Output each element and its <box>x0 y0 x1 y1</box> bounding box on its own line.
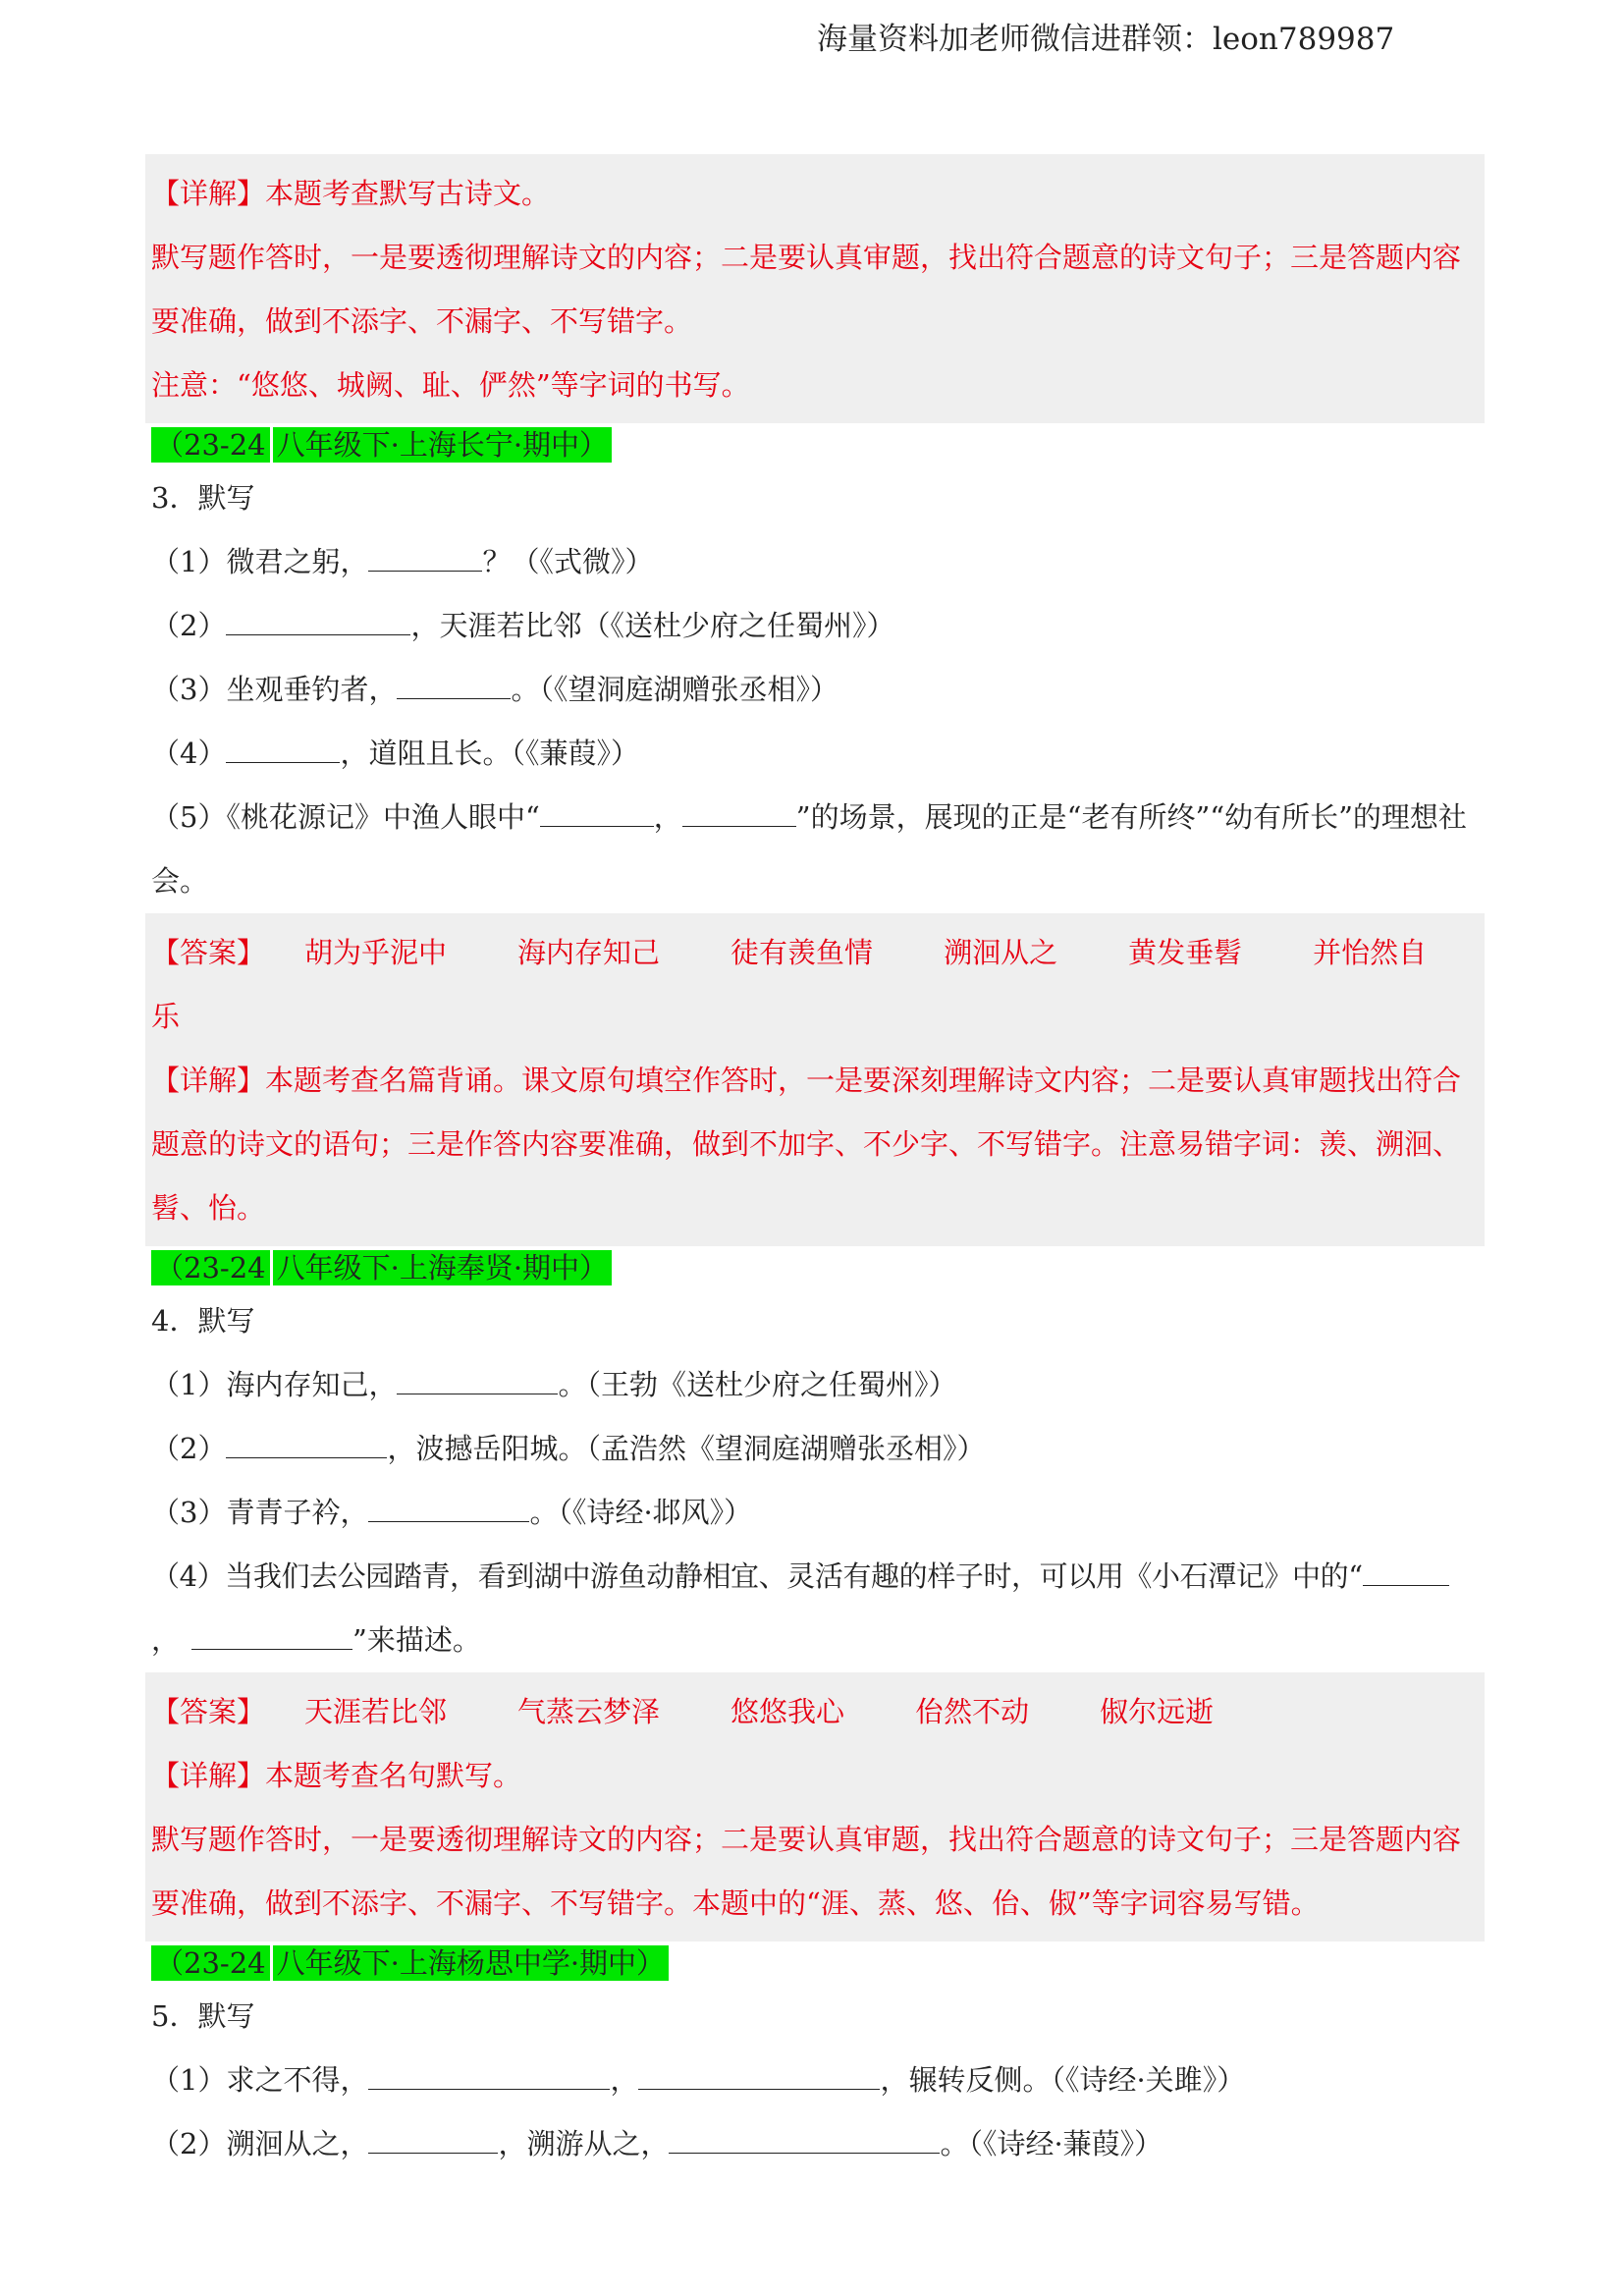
answer-blank <box>682 825 796 827</box>
source-label-q5 <box>151 1943 1485 1983</box>
question-item: （4）当我们去公园踏青，看到湖中游鱼动静相宜、灵活有趣的样子时，可以用《小石潭记》中的“ <box>151 1545 1485 1609</box>
document-page <box>145 154 1485 2176</box>
detail-tag: 【详解】 <box>151 1759 266 1792</box>
detail-tag: 【详解】 <box>151 1064 266 1097</box>
question-item: （1）海内存知己， 。（王勃《送杜少府之任蜀州》） <box>151 1368 957 1401</box>
detail-paragraph: 要准确，做到不添字、不漏字、不写错字。 <box>151 304 693 338</box>
source-year: （23-24 <box>151 1250 270 1285</box>
detail-paragraph: 注意：“悠悠、城阙、耻、俨然”等字词的书写。 <box>151 368 750 402</box>
source-year: （23-24 <box>151 1945 270 1981</box>
question-item-continuation: 会。 <box>151 864 209 898</box>
answer-tag: 【答案】 <box>151 936 266 969</box>
detail-heading <box>151 162 1479 226</box>
detail-heading: 【详解】本题考查名句默写。 <box>151 1759 522 1792</box>
answer-blank <box>226 633 410 635</box>
detail-paragraph: 默写题作答时，一是要透彻理解诗文的内容；二是要认真审题，找出符合题意的诗文句子；三是答题内容 <box>151 1823 1462 1856</box>
answer-item: 胡为乎泥中 <box>304 936 448 969</box>
answer-blank <box>226 761 340 763</box>
answer-blank <box>397 697 511 699</box>
source-label-q4 <box>151 1248 1485 1287</box>
answer-blank <box>191 1648 352 1650</box>
answer-block-q3 <box>145 913 1485 1246</box>
answer-item: 俶尔远逝 <box>1100 1695 1215 1728</box>
answer-blank <box>638 2088 880 2090</box>
answer-continuation: 乐 <box>151 1000 181 1033</box>
question-item: （5）《桃花源记》中渔人眼中“ ， ”的场景，展现的正是“老有所终”“幼有所长”的理想社 <box>151 800 1467 834</box>
answer-row <box>151 1680 1479 1744</box>
answer-block-q4 <box>145 1672 1485 1941</box>
answer-row <box>151 921 1479 985</box>
detail-paragraph: 髫、怡。 <box>151 1191 266 1225</box>
question-item: （2） ，天涯若比邻（《送杜少府之任蜀州》） <box>151 609 895 642</box>
answer-item: 徒有羡鱼情 <box>730 936 874 969</box>
question-item: （2）溯洄从之， ，溯游从之， 。（《诗经·蒹葭》） <box>151 2127 1163 2160</box>
detail-paragraph: 题意的诗文的语句；三是作答内容要准确，做到不加字、不少字、不写错字。注意易错字词：羡、溯洄、 <box>151 1127 1462 1161</box>
question-title: 4．默写 <box>151 1304 255 1338</box>
answer-item: 海内存知己 <box>517 936 661 969</box>
answer-blank <box>540 825 654 827</box>
answer-item: 黄发垂髫 <box>1128 936 1243 969</box>
detail-paragraph: 默写题作答时，一是要透彻理解诗文的内容；二是要认真审题，找出符合题意的诗文句子；三是答题内容 <box>151 241 1462 274</box>
question-item: （1）微君之躬， ？（《式微》） <box>151 545 654 578</box>
answer-blank <box>368 2088 610 2090</box>
question-item: （3）青青子衿， 。（《诗经·邶风》） <box>151 1496 753 1529</box>
source-exam: 八年级下·上海长宁·期中） <box>273 427 612 463</box>
answer-item: 天涯若比邻 <box>304 1695 448 1728</box>
answer-item: 溯洄从之 <box>944 936 1058 969</box>
answer-blank <box>368 2152 498 2154</box>
answer-blank <box>368 1520 529 1522</box>
question-item: （4） ，道阻且长。（《蒹葭》） <box>151 737 639 770</box>
answer-blank <box>669 2152 940 2154</box>
source-label-q3 <box>151 425 1485 465</box>
answer-item: 佁然不动 <box>915 1695 1030 1728</box>
answer-blank <box>1363 1584 1449 1586</box>
header-watermark-note: 海量资料加老师微信进群领：leon789987 <box>817 22 1395 57</box>
answer-blank <box>397 1393 558 1394</box>
question-item: （1）求之不得， ， ，辗转反侧。（《诗经·关雎》） <box>151 2063 1246 2097</box>
question-item: （2） ，波撼岳阳城。（孟浩然《望洞庭湖赠张丞相》） <box>151 1432 986 1465</box>
answer-item: 并怡然自 <box>1313 936 1428 969</box>
detail-tag: 【详解】 <box>151 177 266 210</box>
answer-tag: 【答案】 <box>151 1695 266 1728</box>
detail-paragraph: 要准确，做到不添字、不漏字、不写错字。本题中的“涯、蒸、悠、佁、俶”等字词容易写错。 <box>151 1886 1320 1920</box>
question-item-continuation: ， ”来描述。 <box>151 1623 481 1657</box>
source-year: （23-24 <box>151 427 270 463</box>
detail-text: 本题考查默写古诗文。 <box>265 177 551 210</box>
detail-heading: 【详解】本题考查名篇背诵。课文原句填空作答时，一是要深刻理解诗文内容；二是要认真审题找出符合 <box>151 1064 1462 1097</box>
question-title: 3．默写 <box>151 481 255 515</box>
answer-item: 悠悠我心 <box>730 1695 845 1728</box>
answer-blank <box>226 1456 387 1458</box>
source-exam: 八年级下·上海奉贤·期中） <box>273 1250 612 1285</box>
answer-item: 气蒸云梦泽 <box>517 1695 661 1728</box>
question-item: （3）坐观垂钓者， 。（《望洞庭湖赠张丞相》） <box>151 673 839 706</box>
source-exam: 八年级下·上海杨思中学·期中） <box>273 1945 669 1981</box>
question-title: 5．默写 <box>151 1999 255 2033</box>
answer-blank <box>368 570 482 572</box>
detail-block-q2 <box>145 154 1485 423</box>
